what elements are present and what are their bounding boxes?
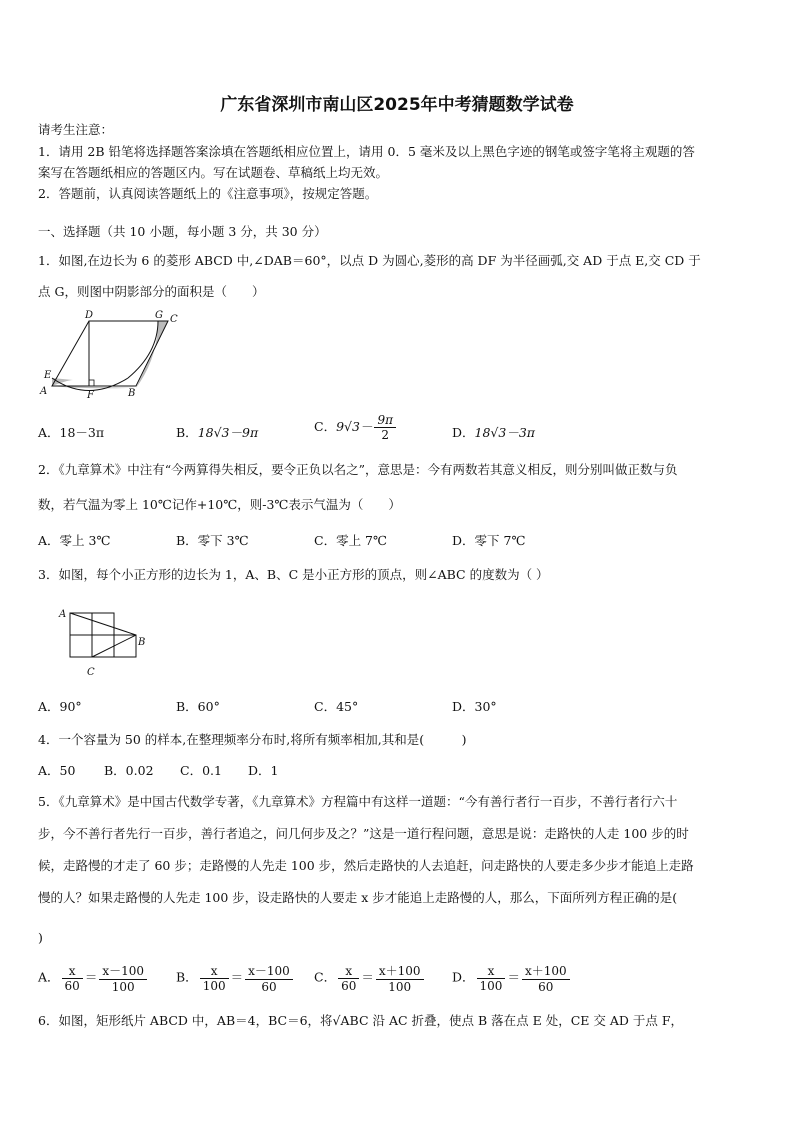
q4-option-c[interactable]: C．0.1: [180, 763, 222, 778]
equals-sign: ＝: [507, 969, 520, 985]
label-F: F: [87, 390, 94, 401]
label-B: B: [128, 388, 136, 399]
fraction-denominator: 60: [341, 978, 357, 993]
question-5-text: 步，今不善行者先行一百步，善行者追之，问几何步及之？”这是一道行程问题，意思是说：走路快的人走 100 步的时: [38, 826, 689, 841]
option-letter: D．: [452, 425, 475, 440]
q2-option-b[interactable]: B．零下 3℃: [176, 533, 249, 548]
question-5-text: 候，走路慢的才走了 60 步；走路慢的人先走 100 步，然后走路快的人去追赶，问走路快的人要走多少步才能追上走路: [38, 858, 694, 873]
fraction-numerator: x: [477, 964, 506, 979]
fraction-numerator: x－100: [245, 962, 293, 980]
q3-option-b[interactable]: B．60°: [176, 699, 220, 714]
q5-option-d[interactable]: [452, 962, 572, 994]
fraction-denominator: 100: [111, 980, 135, 994]
grid-figure: [55, 605, 165, 680]
question-2-text: 数，若气温为零上 10℃记作+10℃，则-3℃表示气温为（ ）: [38, 497, 401, 512]
q5-option-a[interactable]: [38, 962, 149, 994]
notice-heading: 请考生注意：: [38, 122, 114, 137]
fraction-numerator: x＋100: [522, 962, 570, 980]
fraction-denominator: 100: [388, 980, 412, 994]
option-letter: C．: [314, 969, 337, 985]
fraction-denominator: 2: [381, 428, 390, 442]
q1-option-d[interactable]: [452, 423, 535, 441]
label-B: B: [138, 637, 146, 648]
question-1-text: 1．如图,在边长为 6 的菱形 ABCD 中,∠DAB＝60°，以点 D 为圆心,菱形的高 DF 为半径画弧,交 AD 于点 E,交 CD 于: [38, 253, 701, 268]
page-title: 广东省深圳市南山区2025年中考猜题数学试卷: [220, 95, 574, 115]
q2-option-a[interactable]: A．零上 3℃: [38, 533, 111, 548]
fraction-denominator: 60: [64, 978, 80, 993]
question-2-text: 2．《九章算术》中注有“今两算得失相反，要令正负以名之”，意思是：今有两数若其意义相反，则分别叫做正数与负: [38, 462, 678, 477]
label-G: G: [155, 310, 163, 321]
q4-option-a[interactable]: A．50: [38, 763, 76, 778]
fraction-numerator: x＋100: [376, 962, 424, 980]
option-value: 18√3－3π: [474, 425, 536, 440]
option-letter: B．: [176, 969, 198, 985]
q3-option-c[interactable]: C．45°: [314, 699, 359, 714]
q1-option-c[interactable]: [314, 413, 398, 442]
q5-option-b[interactable]: [176, 962, 295, 994]
equals-sign: ＝: [361, 969, 374, 985]
notice-line: 1．请用 2B 铅笔将选择题答案涂填在答题纸相应位置上，请用 0．5 毫米及以上黑色字迹的钢笔或签字笔将主观题的答: [38, 144, 695, 159]
question-3-text: 3．如图，每个小正方形的边长为 1，A、B、C 是小正方形的顶点，则∠ABC 的度数为（ ）: [38, 567, 549, 582]
fraction-numerator: x－100: [99, 962, 147, 980]
rhombus-figure: [38, 308, 198, 403]
fraction-numerator: x: [338, 964, 359, 979]
q2-option-d[interactable]: D．零下 7℃: [452, 533, 526, 548]
fraction-numerator: x: [200, 964, 229, 979]
notice-line: 案写在答题纸相应的答题区内。写在试题卷、草稿纸上均无效。: [38, 165, 389, 180]
question-5-text: 5．《九章算术》是中国古代数学专著，《九章算术》方程篇中有这样一道题：“今有善行者行一百步，不善行者行六十: [38, 794, 678, 809]
right-angle-mark: [89, 380, 94, 386]
label-C: C: [170, 314, 178, 325]
question-6-text: 6．如图，矩形纸片 ABCD 中，AB＝4，BC＝6，将√ABC 沿 AC 折叠，使点 B 落在点 E 处，CE 交 AD 于点 F，: [38, 1013, 684, 1028]
fraction-numerator: x: [62, 964, 83, 979]
option-value: 18√3－9π: [197, 425, 259, 440]
option-letter: C．: [314, 419, 337, 434]
question-1-text: 点 G，则图中阴影部分的面积是（ ）: [38, 284, 265, 299]
label-C: C: [87, 667, 95, 678]
label-E: E: [44, 370, 52, 381]
q5-option-c[interactable]: [314, 962, 426, 994]
q2-option-c[interactable]: C．零上 7℃: [314, 533, 387, 548]
rhombus-outline: [52, 321, 168, 386]
equals-sign: ＝: [84, 969, 98, 985]
option-letter: A．: [38, 969, 60, 985]
question-5-text: 慢的人？如果走路慢的人先走 100 步，设走路快的人要走 x 步才能追上走路慢的人，那么，下面所列方程正确的是(: [38, 890, 678, 905]
option-letter: B．: [176, 425, 198, 440]
notice-line: 2．答题前，认真阅读答题纸上的《注意事项》，按规定答题。: [38, 186, 378, 201]
q3-option-a[interactable]: A．90°: [38, 699, 82, 714]
label-D: D: [85, 310, 94, 321]
q3-option-d[interactable]: D．30°: [452, 699, 497, 714]
q1-option-a[interactable]: A．18－3π: [38, 425, 105, 440]
fraction-denominator: 60: [538, 980, 554, 994]
q4-option-b[interactable]: B．0.02: [104, 763, 154, 778]
fraction-denominator: 100: [202, 978, 226, 993]
q4-option-d[interactable]: D．1: [248, 763, 279, 778]
fraction-numerator: 9π: [374, 413, 396, 428]
question-5-text: ): [38, 930, 43, 945]
shaded-region: [52, 378, 73, 386]
fraction-denominator: 60: [261, 980, 277, 994]
question-4-text: 4．一个容量为 50 的样本,在整理频率分布时,将所有频率相加,其和是( ): [38, 732, 467, 747]
label-A: A: [40, 386, 48, 397]
section-heading: 一、选择题（共 10 小题，每小题 3 分，共 30 分）: [38, 224, 327, 239]
q1-option-b[interactable]: [176, 423, 258, 441]
label-A: A: [59, 609, 67, 620]
option-letter: D．: [452, 969, 475, 985]
option-value: 9√3－: [336, 419, 373, 434]
fraction-denominator: 100: [479, 978, 503, 993]
equals-sign: ＝: [230, 969, 244, 985]
